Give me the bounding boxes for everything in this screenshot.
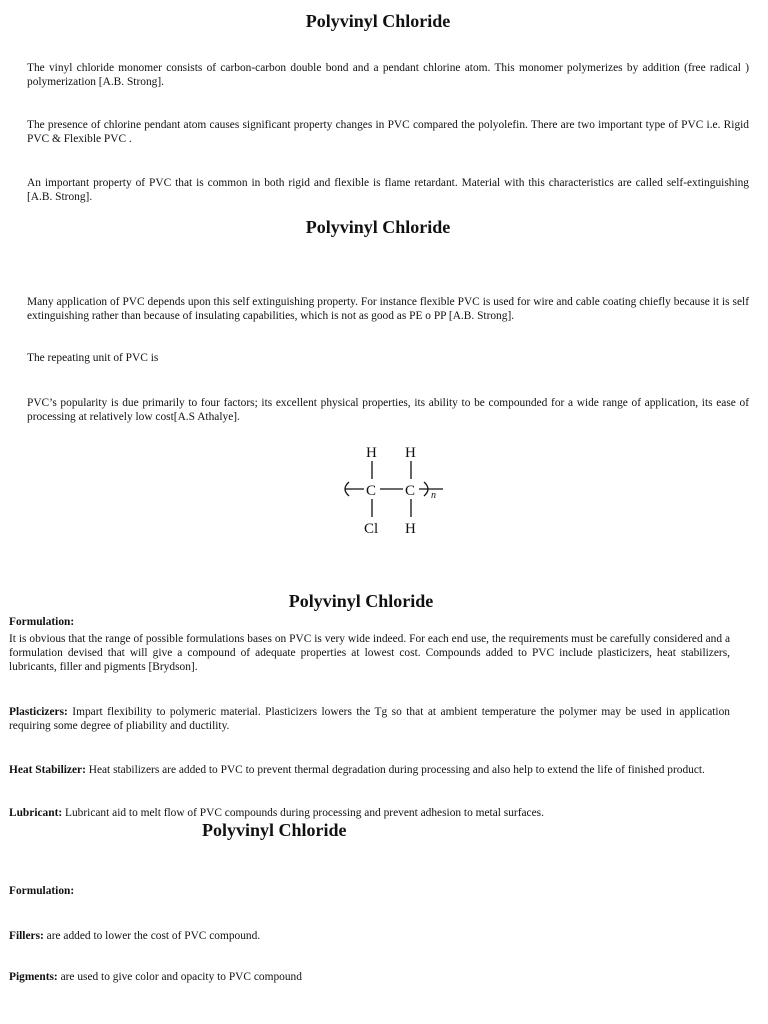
plasticizers-text: Impart flexibility to polymeric material. Plasticizers lowers the Tg so that at ambient temperature the polymer may be used in application requiring some degree of pliability and ductility. bbox=[9, 706, 730, 732]
slide1-paragraph-3: An important property of PVC that is common in both rigid and flexible is flame retardant. Material with this characteristics are called self-extinguishing [A.B. Strong]. bbox=[27, 177, 749, 203]
slide3-plasticizers bbox=[9, 705, 730, 733]
slide2-paragraph-1: Many application of PVC depends upon this self extinguishing property. For instance flexible PVC is used for wire and cable coating chiefly because it is self extinguishing rather than because of insulating capabilities, which is not as good as PE o PP [A.B. Strong]. bbox=[27, 296, 749, 322]
slide2-title: Polyvinyl Chloride bbox=[305, 217, 451, 237]
slide3-title: Polyvinyl Chloride bbox=[288, 591, 434, 611]
slide4-pigments bbox=[9, 970, 749, 984]
fillers-text: are added to lower the cost of PVC compound. bbox=[43, 930, 261, 942]
slide3-lubricant bbox=[9, 806, 749, 820]
structure-subscript-n: n bbox=[431, 490, 436, 501]
pigments-label: Pigments: bbox=[9, 971, 58, 983]
structure-c-right: C bbox=[405, 483, 416, 499]
slide4-title: Polyvinyl Chloride bbox=[202, 820, 347, 840]
slide4-fillers bbox=[9, 929, 749, 943]
slide2-paragraph-3: PVC’s popularity is due primarily to four factors; its excellent physical properties, its ability to be compounded for a wide range of application, its ease of processing at relatively low cost[A.S Athalye]. bbox=[27, 397, 749, 423]
structure-c-left: C bbox=[366, 483, 377, 499]
pigments-text: are used to give color and opacity to PVC compound bbox=[57, 971, 302, 983]
slide3-formulation-label: Formulation: bbox=[9, 616, 75, 628]
slide2-paragraph-2: The repeating unit of PVC is bbox=[27, 352, 159, 364]
slide1-paragraph-1: The vinyl chloride monomer consists of carbon-carbon double bond and a pendant chlorine atom. This monomer polymerizes by addition (free radical ) polymerization [A.B. Strong]. bbox=[27, 62, 749, 88]
structure-h-top-left: H bbox=[366, 445, 377, 461]
slide1-title: Polyvinyl Chloride bbox=[305, 11, 451, 31]
plasticizers-label: Plasticizers: bbox=[9, 706, 68, 718]
slide3-formulation-text: It is obvious that the range of possible formulations bases on PVC is very wide indeed. For each end use, the requirements must be carefully considered and a formulation devised that will give a compound of adequate properties at lowest cost. Compounds added to PVC include plasticizers, heat stabilizers, lubricants, filler and pigments [Brydson]. bbox=[9, 633, 730, 673]
slide1-paragraph-2: The presence of chlorine pendant atom causes significant property changes in PVC compared the polyolefin. There are two important type of PVC i.e. Rigid PVC & Flexible PVC . bbox=[27, 119, 749, 145]
slide3-heat-stabilizer bbox=[9, 763, 749, 777]
structure-h-top-right: H bbox=[405, 445, 416, 461]
slide4-formulation-label: Formulation: bbox=[9, 885, 75, 897]
lubricant-text: Lubricant aid to melt flow of PVC compounds during processing and prevent adhesion to metal surfaces. bbox=[62, 807, 544, 819]
pvc-repeating-unit-structure bbox=[335, 440, 450, 540]
heat-stabilizer-text: Heat stabilizers are added to PVC to prevent thermal degradation during processing and also help to extend the life of finished product. bbox=[85, 764, 705, 776]
structure-cl-bottom: Cl bbox=[364, 521, 379, 537]
heat-stabilizer-label: Heat Stabilizer: bbox=[9, 764, 86, 776]
structure-h-bottom-right: H bbox=[405, 521, 416, 537]
lubricant-label: Lubricant: bbox=[9, 807, 63, 819]
fillers-label: Fillers: bbox=[9, 930, 44, 942]
